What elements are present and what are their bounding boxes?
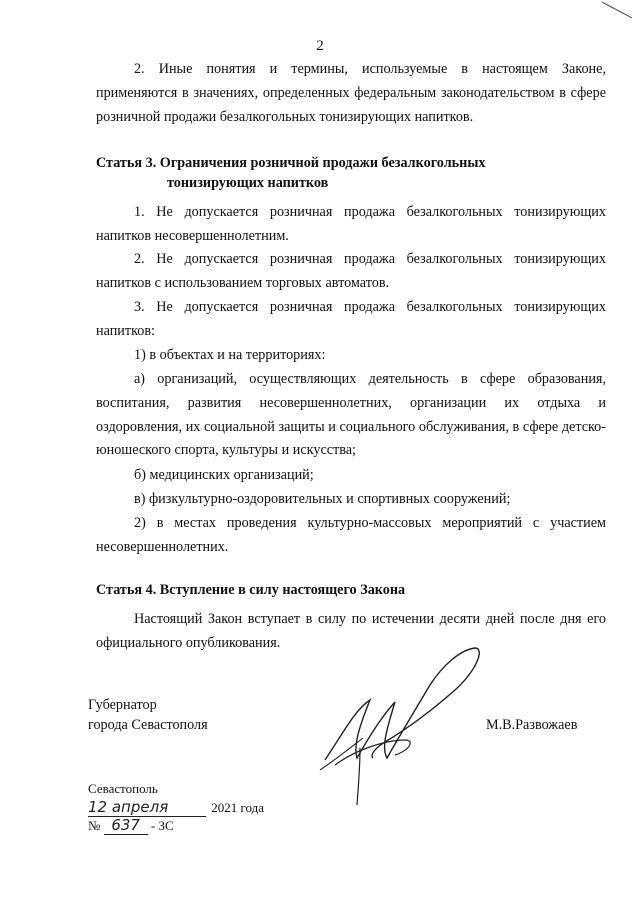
- article-3-item-1: 1) в объектах и на территориях:: [134, 347, 326, 363]
- article-3-item-2: 2) в местах проведения культурно-массовых мероприятий с участием несовершеннолетних.: [96, 515, 606, 555]
- law-number-prefix: №: [88, 818, 101, 833]
- signatory-position-line1: Губернатор: [88, 697, 157, 713]
- article-3-item-1b: б) медицинских организаций;: [134, 467, 314, 483]
- corner-mark: [600, 0, 640, 20]
- signatory-position-line2: города Севастополя: [88, 717, 208, 733]
- article-3-heading-line2: тонизирующих напитков: [167, 175, 329, 191]
- signatory-position: [88, 695, 208, 735]
- issue-city: Севастополь: [88, 781, 158, 796]
- handwritten-signature: [315, 640, 495, 810]
- article-3-item-1c: в) физкультурно-оздоровительных и спортивных сооружений;: [134, 491, 511, 507]
- law-number-handwritten: 637: [104, 816, 148, 835]
- article-3-paragraph-2: 2. Не допускается розничная продажа безалкогольных тонизирующих напитков с использованием торговых автоматов.: [96, 251, 606, 291]
- article-4-heading: Статья 4. Вступление в силу настоящего Закона: [96, 582, 406, 598]
- law-number-suffix: - ЗС: [150, 818, 174, 833]
- article-3-item-1a: а) организаций, осуществляющих деятельность в сфере образования, воспитания, развития несовершеннолетних, организации их отдыха и оздоровления, их социальной защиты и социального обслуживания, в сфере детско-юношеского спорта, культуры и искусства;: [96, 371, 606, 459]
- article-3-heading: [96, 153, 486, 193]
- page-number: 2: [316, 38, 324, 54]
- article-4-paragraph-1: Настоящий Закон вступает в силу по истечении десяти дней после дня его официального опубликования.: [96, 611, 606, 651]
- clause-2-paragraph: 2. Иные понятия и термины, используемые в настоящем Законе, применяются в значениях, определенных федеральным законодательством в сфере розничной продажи безалкогольных тонизирующих напитков.: [96, 61, 606, 125]
- issue-date-line: [88, 798, 288, 817]
- article-3-heading-line1: Статья 3. Ограничения розничной продажи безалкогольных: [96, 155, 486, 171]
- signatory-name: М.В.Развожаев: [486, 717, 578, 733]
- issue-date-handwritten: 12 апреля: [88, 798, 206, 817]
- issue-year: 2021 года: [211, 800, 265, 815]
- article-3-paragraph-1: 1. Не допускается розничная продажа безалкогольных тонизирующих напитков несовершеннолетним.: [96, 204, 606, 244]
- law-number-line: [88, 816, 228, 835]
- article-3-paragraph-3: 3. Не допускается розничная продажа безалкогольных тонизирующих напитков:: [96, 299, 606, 339]
